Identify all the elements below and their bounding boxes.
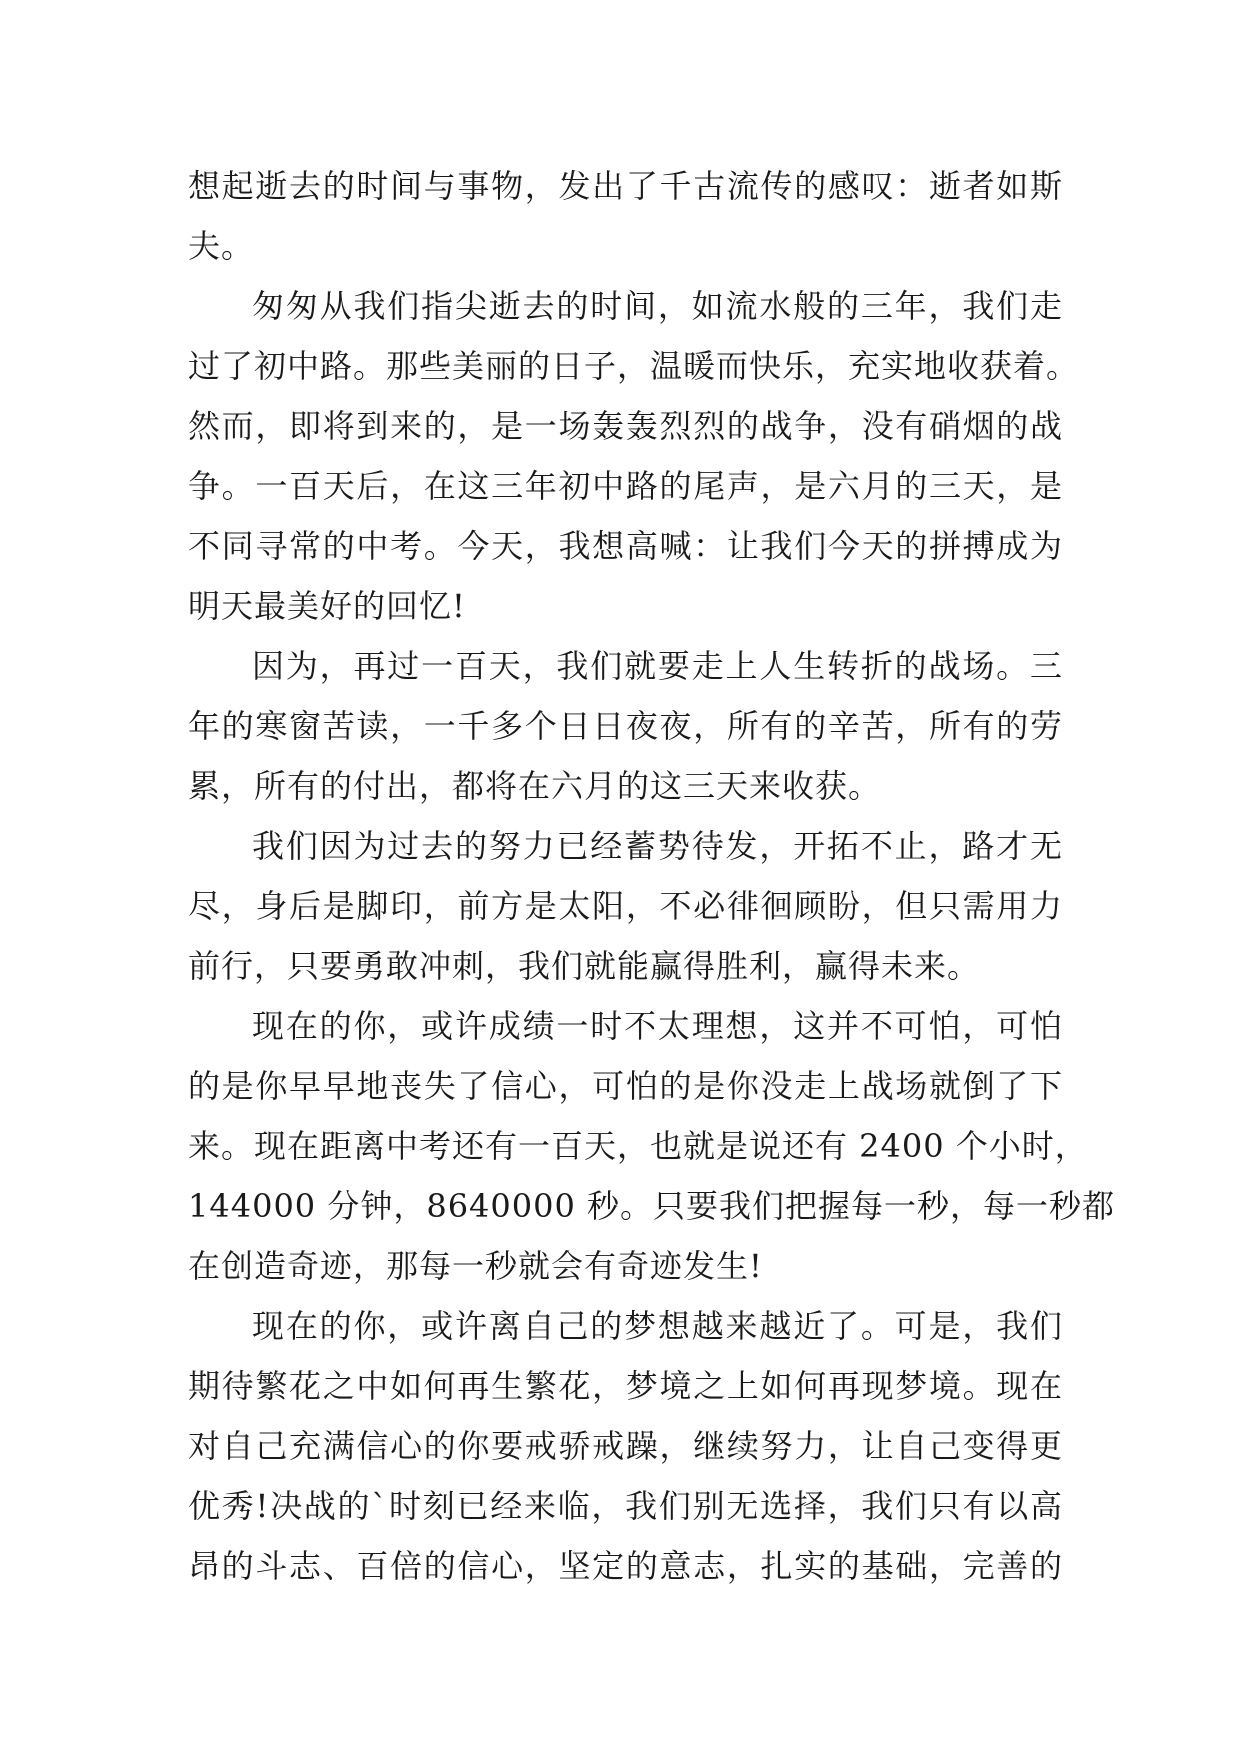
text-line: 然而，即将到来的，是一场轰轰烈烈的战争，没有硝烟的战: [188, 407, 1063, 445]
text-line: 前行，只要勇敢冲刺，我们就能赢得胜利，赢得未来。: [188, 947, 981, 985]
text-line: 年的寒窗苦读，一千多个日日夜夜，所有的辛苦，所有的劳: [188, 707, 1063, 745]
text-line: 来。现在距离中考还有一百天，也就是说还有 2400 个小时，: [188, 1127, 1088, 1165]
text-line: 优秀!决战的`时刻已经来临，我们别无选择，我们只有以高: [188, 1487, 1063, 1525]
text-line: 夫。: [188, 227, 255, 265]
text-line: 昂的斗志、百倍的信心，坚定的意志，扎实的基础，完善的: [188, 1547, 1063, 1585]
paragraph-first-line: 我们因为过去的努力已经蓄势待发，开拓不止，路才无: [252, 827, 1063, 865]
paragraph-first-line: 现在的你，或许离自己的梦想越来越近了。可是，我们: [252, 1307, 1063, 1345]
text-line: 的是你早早地丧失了信心，可怕的是你没走上战场就倒了下: [188, 1067, 1063, 1105]
text-line: 对自己充满信心的你要戒骄戒躁，继续努力，让自己变得更: [188, 1427, 1063, 1465]
text-line: 累，所有的付出，都将在六月的这三天来收获。: [188, 767, 882, 805]
text-line: 期待繁花之中如何再生繁花，梦境之上如何再现梦境。现在: [188, 1367, 1063, 1405]
paragraph-first-line: 匆匆从我们指尖逝去的时间，如流水般的三年，我们走: [252, 287, 1063, 325]
paragraph-first-line: 现在的你，或许成绩一时不太理想，这并不可怕，可怕: [252, 1007, 1063, 1045]
text-line: 在创造奇迹，那每一秒就会有奇迹发生!: [188, 1247, 763, 1285]
text-line: 明天最美好的回忆!: [188, 587, 466, 625]
text-line: 过了初中路。那些美丽的日子，温暖而快乐，充实地收获着。: [188, 347, 1080, 385]
paragraph-first-line: 因为，再过一百天，我们就要走上人生转折的战场。三: [252, 647, 1063, 685]
text-line: 144000 分钟，8640000 秒。只要我们把握每一秒，每一秒都: [188, 1187, 1116, 1225]
text-line: 不同寻常的中考。今天，我想高喊：让我们今天的拼搏成为: [188, 527, 1063, 565]
body-text: [188, 156, 1116, 1596]
text-line: 想起逝去的时间与事物，发出了千古流传的感叹：逝者如斯: [188, 167, 1063, 205]
text-line: 尽，身后是脚印，前方是太阳，不必徘徊顾盼，但只需用力: [188, 887, 1063, 925]
text-line: 争。一百天后，在这三年初中路的尾声，是六月的三天，是: [188, 467, 1063, 505]
